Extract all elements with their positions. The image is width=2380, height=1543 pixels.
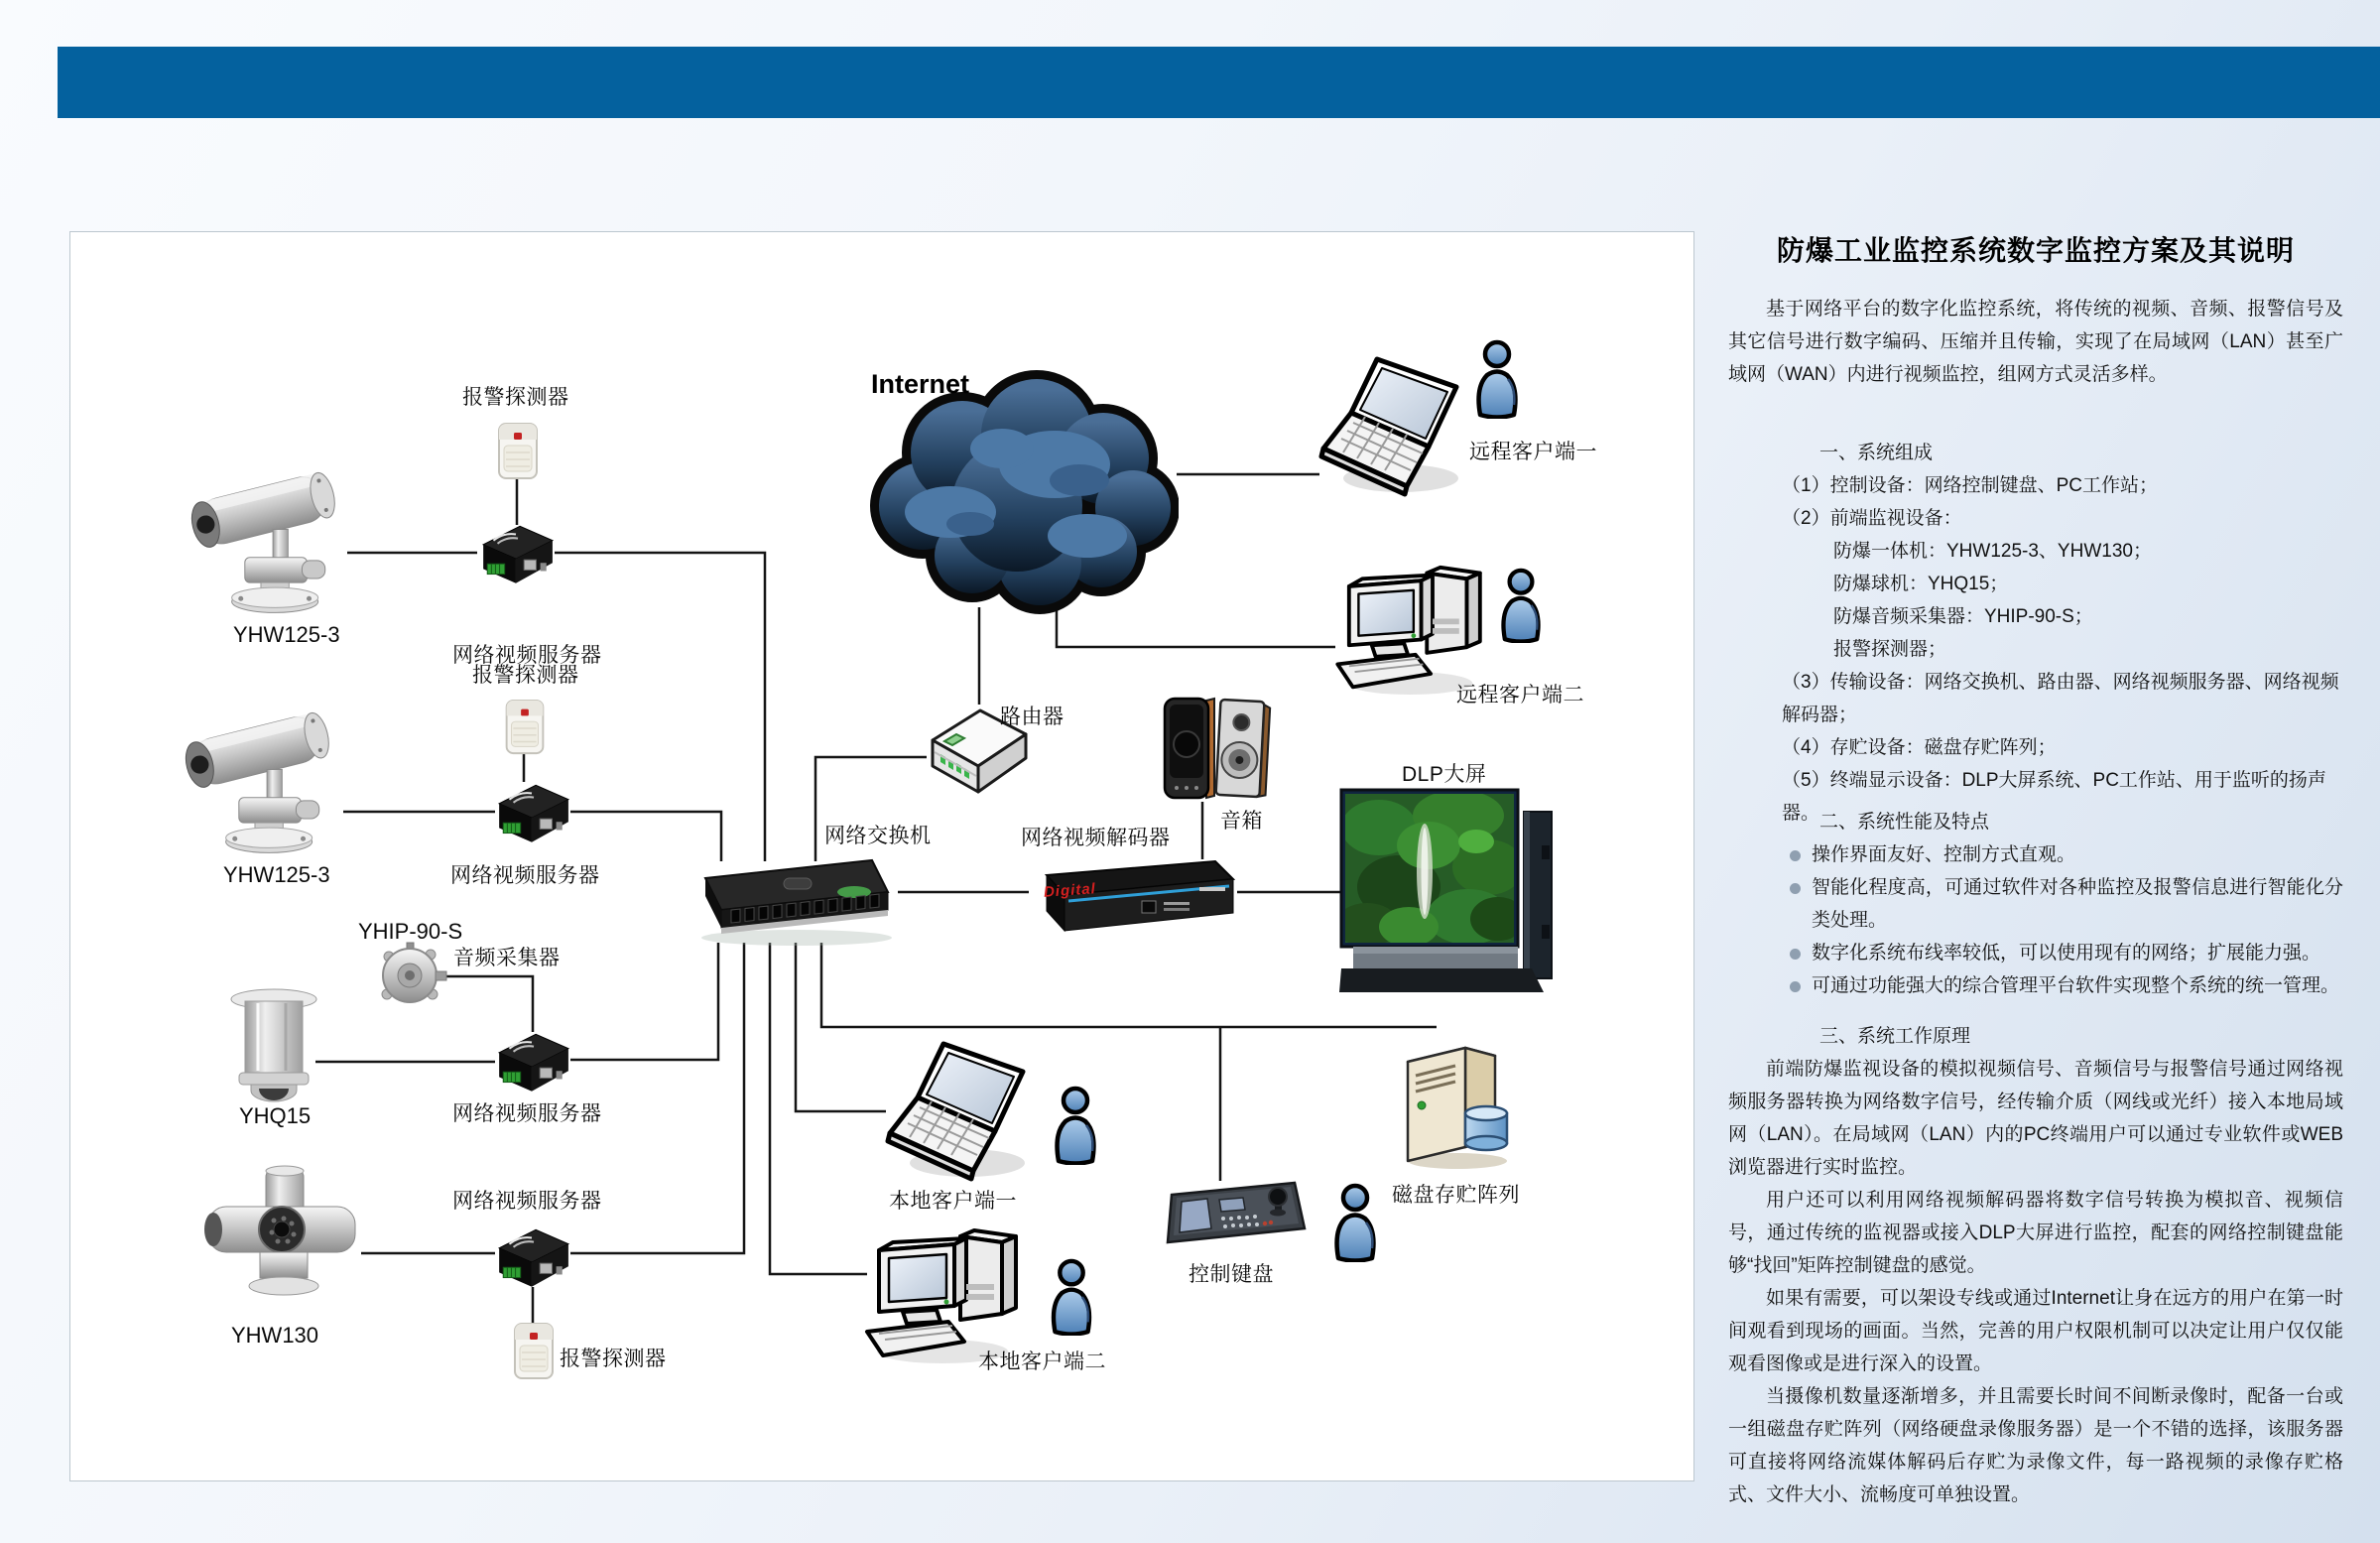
section1-item: （5）终端显示设备：DLP大屏系统、PC工作站、用于监听的扬声器。 bbox=[1782, 770, 2326, 824]
bullet-dot-icon bbox=[1790, 981, 1801, 992]
bullet-text: 可通过功能强大的综合管理平台软件实现整个系统的统一管理。 bbox=[1812, 975, 2340, 996]
audio-collector-label: 音频采集器 bbox=[453, 947, 561, 969]
section1-item: （2）前端监视设备： bbox=[1782, 508, 1962, 529]
remote-client2-label: 远程客户端二 bbox=[1456, 684, 1584, 707]
disk-array-icon bbox=[1392, 1034, 1519, 1171]
video-server1-label: 网络视频服务器 bbox=[452, 644, 602, 667]
bullet-text: 数字化系统布线率较低，可以使用现有的网络；扩展能力强。 bbox=[1812, 943, 2321, 964]
bullet-dot-icon bbox=[1790, 850, 1801, 861]
section1-heading: 一、系统组成 bbox=[1819, 443, 1934, 463]
local-client1-laptop-icon bbox=[884, 1038, 1037, 1185]
section1-item: （3）传输设备：网络交换机、路由器、网络视频服务器、网络视频解码器； bbox=[1782, 672, 2339, 725]
alarm-detector3-label: 报警探测器 bbox=[560, 1348, 667, 1370]
section-composition bbox=[1728, 437, 2343, 830]
video-server2-icon bbox=[493, 779, 572, 844]
section1-subitem: 防爆音频采集器：YHIP-90-S； bbox=[1833, 606, 2093, 627]
speaker-label: 音箱 bbox=[1220, 810, 1263, 833]
feature-bullet bbox=[1728, 838, 2343, 871]
remote-client1-label: 远程客户端一 bbox=[1469, 441, 1597, 463]
video-server2-label: 网络视频服务器 bbox=[450, 864, 600, 887]
alarm-detector2-label: 报警探测器 bbox=[472, 664, 579, 687]
dlp-label: DLP大屏 bbox=[1402, 763, 1487, 786]
principle-paragraph: 如果有需要，可以架设专线或通过Internet让身在远方的用户在第一时间观看到现场的画面。当然，完善的用户权限机制可以决定让用户仅仅能观看图像或是进行深入的设置。 bbox=[1728, 1288, 2343, 1374]
section1-item: （1）控制设备：网络控制键盘、PC工作站； bbox=[1782, 475, 2158, 496]
alarm-detector1-label: 报警探测器 bbox=[462, 386, 569, 409]
alarm-detector1-icon bbox=[497, 422, 539, 481]
alarm-detector3-icon bbox=[513, 1322, 555, 1381]
network-switch-icon bbox=[688, 848, 900, 948]
feature-bullet bbox=[1728, 871, 2343, 937]
internet-label: Internet bbox=[871, 369, 970, 399]
header-bar bbox=[58, 47, 2380, 118]
section-principle bbox=[1728, 1020, 2343, 1511]
principle-paragraph: 当摄像机数量逐渐增多，并且需要长时间不间断录像时，配备一台或一组磁盘存贮阵列（网络硬盘录像服务器）是一个不错的选择，该服务器可直接将网络流媒体解码后存贮为录像文件，每一路视频的录像存贮格式、文件大小、流畅度可单独设置。 bbox=[1728, 1386, 2343, 1505]
control-keyboard-icon bbox=[1164, 1175, 1311, 1254]
section2-heading: 二、系统性能及特点 bbox=[1819, 812, 1990, 833]
bullet-dot-icon bbox=[1790, 883, 1801, 894]
person5-icon bbox=[1325, 1183, 1385, 1262]
section1-subitem: 防爆一体机：YHW125-3、YHW130； bbox=[1833, 541, 2152, 562]
camera3-model-label: YHW130 bbox=[231, 1323, 319, 1348]
local-client1-label: 本地客户端一 bbox=[889, 1190, 1017, 1213]
person4-icon bbox=[1042, 1258, 1101, 1336]
page-title: 防爆工业监控系统数字监控方案及其说明 bbox=[1776, 235, 2295, 266]
feature-bullet bbox=[1728, 969, 2343, 1002]
switch-label: 网络交换机 bbox=[824, 825, 932, 847]
video-server1-icon bbox=[477, 520, 557, 585]
video-server3-label: 网络视频服务器 bbox=[452, 1102, 602, 1125]
bullet-dot-icon bbox=[1790, 949, 1801, 960]
video-server4-icon bbox=[493, 1223, 572, 1289]
video-server3-icon bbox=[493, 1028, 572, 1093]
decoder-brand-label: Digital bbox=[1043, 880, 1097, 901]
remote-client2-desktop-icon bbox=[1331, 564, 1490, 695]
principle-paragraph: 前端防爆监视设备的模拟视频信号、音频信号与报警信号通过网络视频服务器转换为网络数字信号，经传输介质（网线或光纤）接入本地局域网（LAN）。在局域网（LAN）内的PC终端用户可以通过专业软件或WEB浏览器进行实时监控。 bbox=[1728, 1059, 2343, 1178]
bullet-text: 操作界面友好、控制方式直观。 bbox=[1812, 844, 2076, 865]
control-keyboard-label: 控制键盘 bbox=[1189, 1263, 1274, 1286]
router-label: 路由器 bbox=[1000, 706, 1065, 728]
audio-collector-model-label: YHIP-90-S bbox=[358, 919, 463, 944]
disk-array-label: 磁盘存贮阵列 bbox=[1392, 1184, 1520, 1207]
bullet-text: 智能化程度高，可通过软件对各种监控及报警信息进行智能化分类处理。 bbox=[1812, 877, 2343, 931]
ptz-camera3-icon bbox=[187, 1163, 363, 1306]
person1-icon bbox=[1466, 339, 1528, 419]
section1-subitem: 防爆球机：YHQ15； bbox=[1833, 574, 2009, 594]
section1-item: （4）存贮设备：磁盘存贮阵列； bbox=[1782, 737, 2057, 758]
remote-client1-laptop-icon bbox=[1317, 353, 1470, 500]
dome-model-label: YHQ15 bbox=[239, 1103, 312, 1128]
camera2-model-label: YHW125-3 bbox=[223, 862, 330, 887]
alarm-detector2-icon bbox=[504, 699, 546, 756]
video-server4-label: 网络视频服务器 bbox=[452, 1190, 602, 1213]
section-features bbox=[1728, 806, 2343, 1002]
dome-camera-icon bbox=[228, 985, 319, 1108]
section1-subitem: 报警探测器； bbox=[1833, 639, 1947, 660]
ptz-camera1-icon bbox=[175, 443, 351, 619]
local-client2-label: 本地客户端二 bbox=[978, 1350, 1106, 1373]
speakers-icon bbox=[1161, 693, 1272, 804]
person2-icon bbox=[1491, 568, 1551, 643]
ptz-camera2-icon bbox=[169, 683, 345, 859]
intro-paragraph: 基于网络平台的数字化监控系统，将传统的视频、音频、报警信号及其它信号进行数字编码、压缩并且传输，实现了在局域网（LAN）甚至广域网（WAN）内进行视频监控，组网方式灵活多样。 bbox=[1728, 299, 2343, 385]
decoder-label: 网络视频解码器 bbox=[1021, 827, 1171, 849]
camera1-model-label: YHW125-3 bbox=[233, 622, 340, 647]
dlp-screen-icon bbox=[1337, 786, 1579, 998]
section3-heading: 三、系统工作原理 bbox=[1819, 1026, 1971, 1047]
audio-collector-icon bbox=[377, 941, 448, 1008]
person3-icon bbox=[1045, 1086, 1106, 1165]
local-client2-desktop-icon bbox=[863, 1226, 1024, 1363]
principle-paragraph: 用户还可以利用网络视频解码器将数字信号转换为模拟音、视频信号，通过传统的监视器或接入DLP大屏进行监控，配套的网络控制键盘能够“找回”矩阵控制键盘的感觉。 bbox=[1728, 1190, 2343, 1276]
feature-bullet bbox=[1728, 937, 2343, 969]
